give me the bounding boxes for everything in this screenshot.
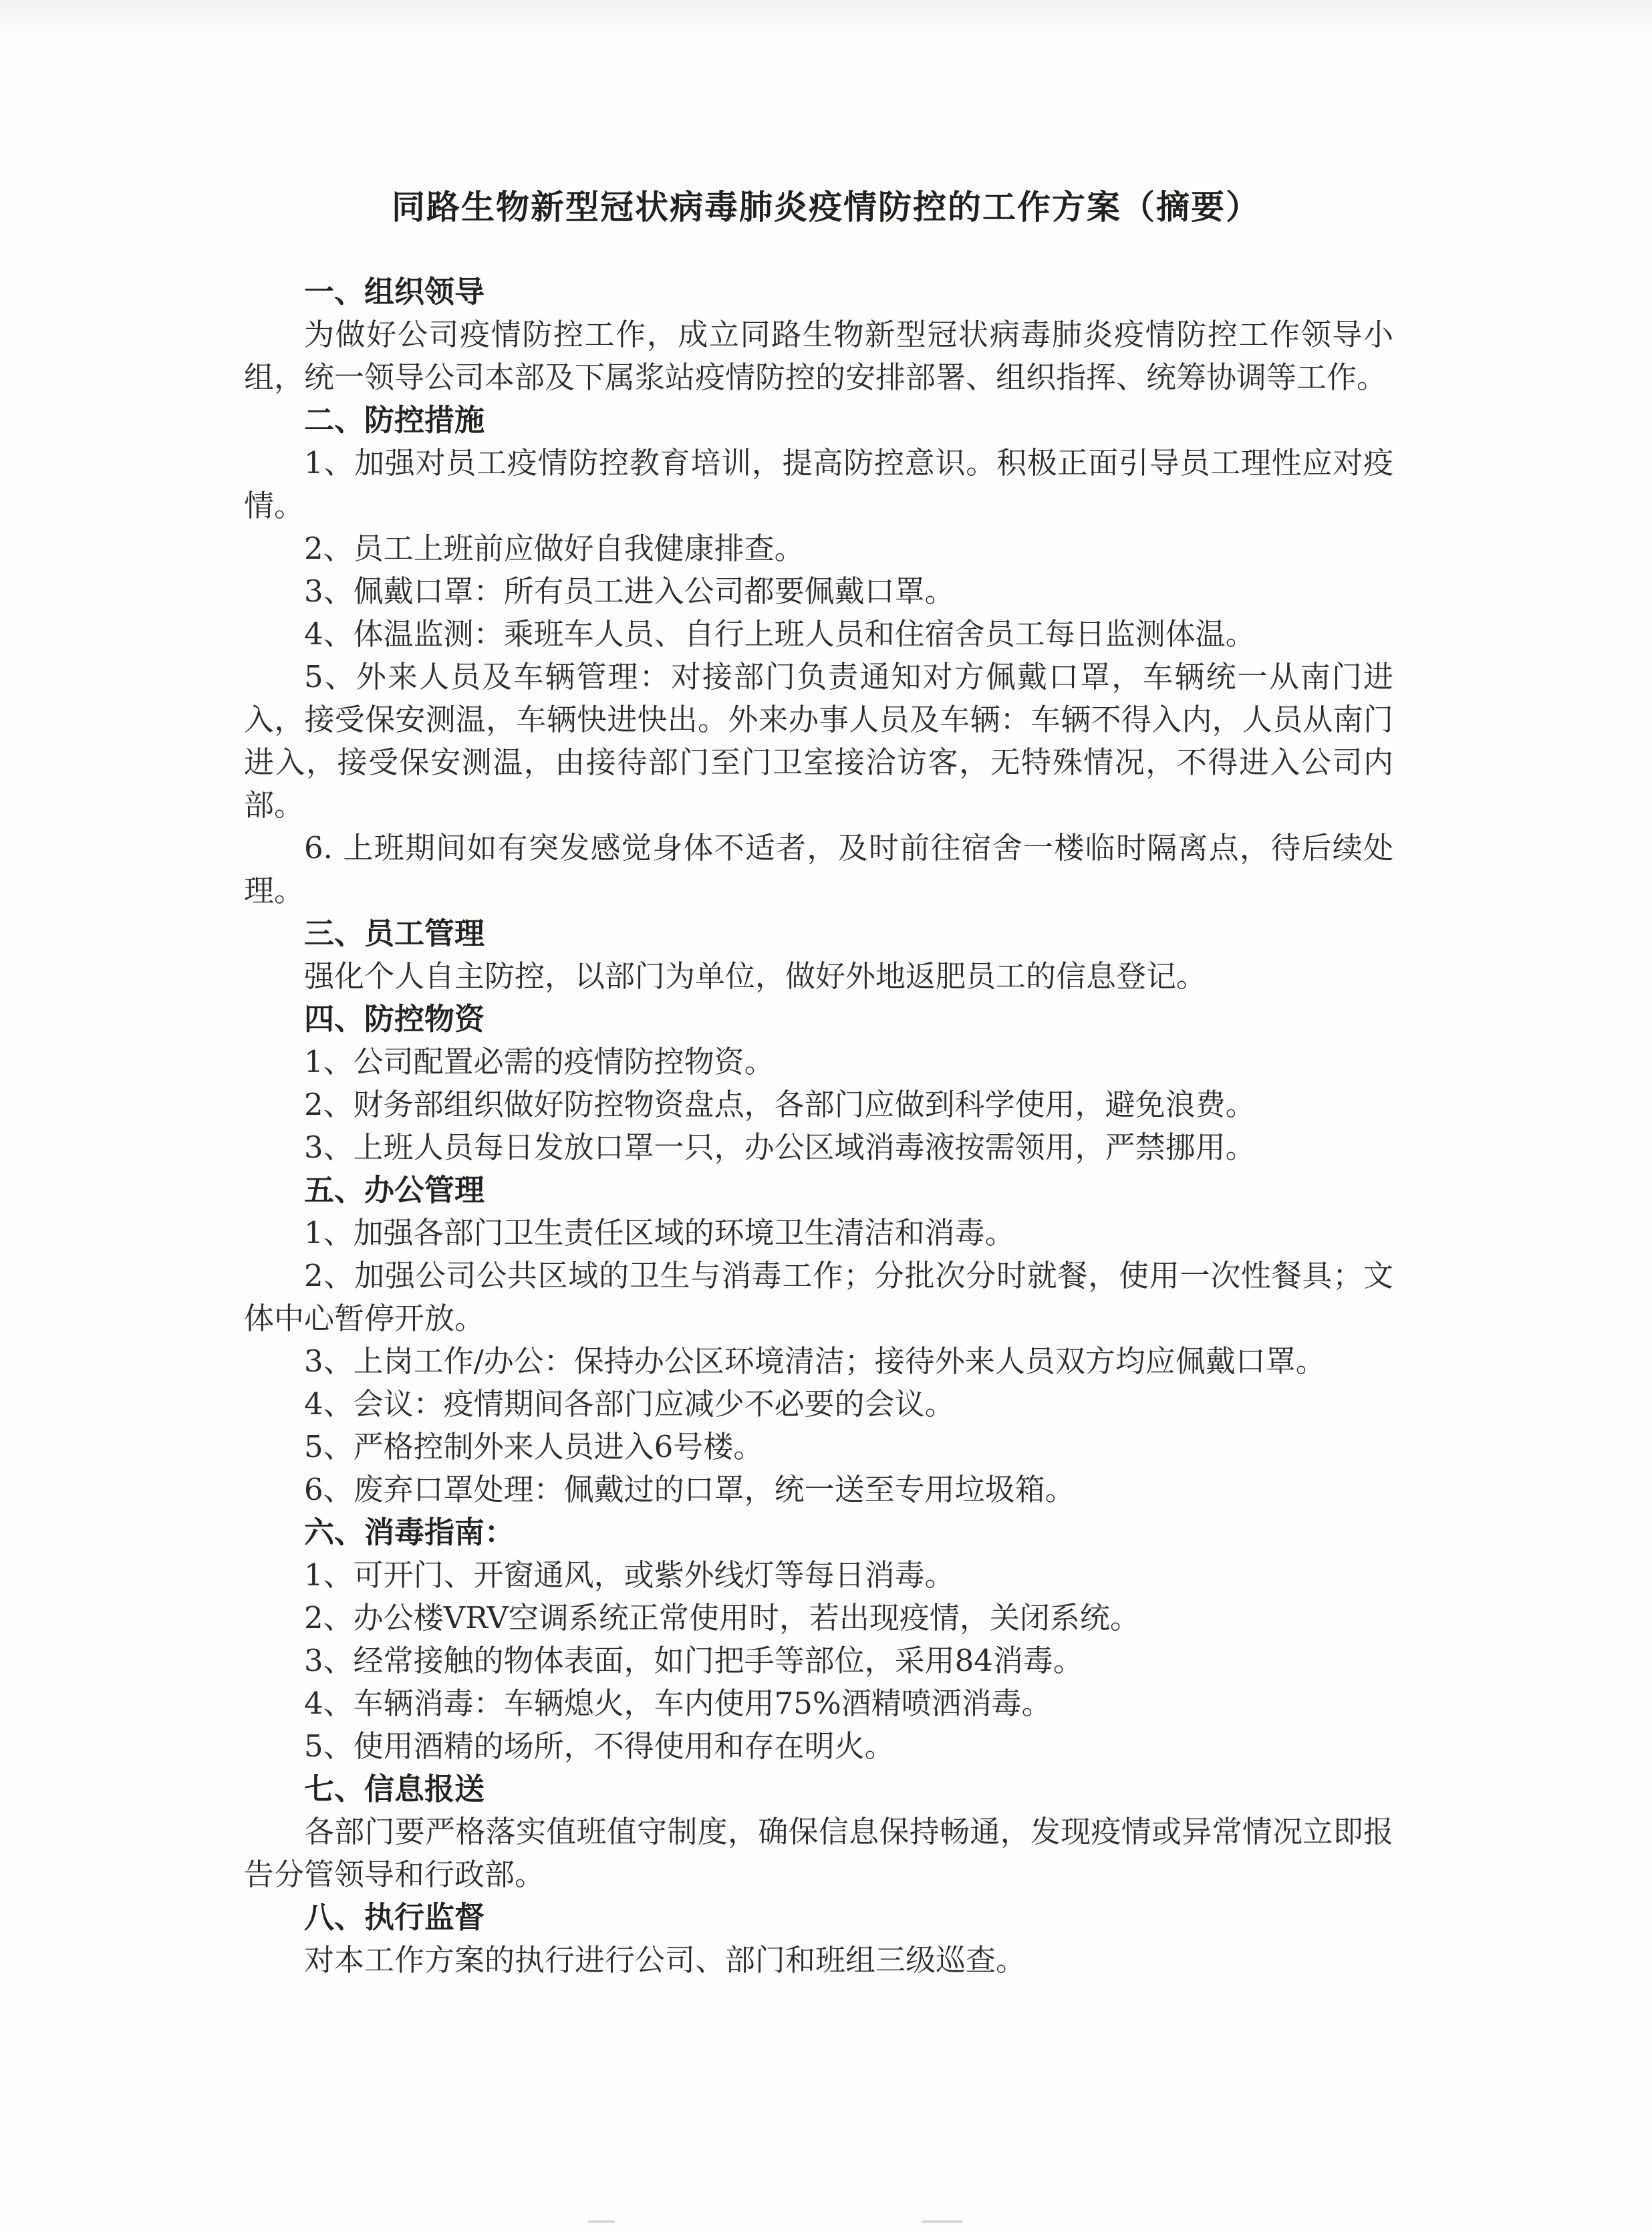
scan-mark xyxy=(922,2220,962,2223)
section-paragraph: 5、外来人员及车辆管理：对接部门负责通知对方佩戴口罩，车辆统一从南门进入，接受保安测温，车辆快进快出。外来办事人员及车辆：车辆不得入内，人员从南门进入，接受保安测温，由接待部门至门卫室接洽访客，无特殊情况，不得进入公司内部。 xyxy=(244,659,1393,823)
section-paragraph: 对本工作方案的执行进行公司、部门和班组三级巡查。 xyxy=(304,1942,1026,1978)
section-paragraph: 为做好公司疫情防控工作，成立同路生物新型冠状病毒肺炎疫情防控工作领导小组，统一领导公司本部及下属浆站疫情防控的安排部署、组织指挥、统筹协调等工作。 xyxy=(244,317,1393,395)
scan-bottom-marks xyxy=(588,2220,962,2224)
section-paragraph: 4、会议：疫情期间各部门应减少不必要的会议。 xyxy=(304,1386,955,1422)
section-paragraph: 2、加强公司公共区域的卫生与消毒工作；分批次分时就餐，使用一次性餐具；文体中心暂停开放。 xyxy=(244,1258,1393,1336)
section-paragraph: 1、可开门、开窗通风，或紫外线灯等每日消毒。 xyxy=(304,1557,955,1593)
section-paragraph: 3、上班人员每日发放口罩一只，办公区域消毒液按需领用，严禁挪用。 xyxy=(304,1130,1256,1165)
section-heading-staff: 三、员工管理 xyxy=(304,916,485,951)
section-paragraph: 3、上岗工作/办公：保持办公区环境清洁；接待外来人员双方均应佩戴口罩。 xyxy=(304,1343,1326,1379)
section-paragraph: 2、办公楼VRV空调系统正常使用时，若出现疫情，关闭系统。 xyxy=(304,1600,1140,1635)
section-heading-supplies: 四、防控物资 xyxy=(304,1001,485,1037)
section-paragraph: 6. 上班期间如有突发感觉身体不适者，及时前往宿舍一楼临时隔离点，待后续处理。 xyxy=(244,830,1393,908)
section-paragraph: 4、车辆消毒：车辆熄火，车内使用75%酒精喷洒消毒。 xyxy=(304,1686,1052,1721)
scan-mark xyxy=(588,2220,615,2223)
section-paragraph: 3、佩戴口罩：所有员工进入公司都要佩戴口罩。 xyxy=(304,573,955,609)
section-paragraph: 3、经常接触的物体表面，如门把手等部位，采用84消毒。 xyxy=(304,1643,1083,1678)
section-paragraph: 各部门要严格落实值班值守制度，确保信息保持畅通，发现疫情或异常情况立即报告分管领导和行政部。 xyxy=(244,1814,1393,1892)
section-paragraph: 强化个人自主防控，以部门为单位，做好外地返肥员工的信息登记。 xyxy=(304,958,1207,994)
section-heading-office: 五、办公管理 xyxy=(304,1172,485,1208)
section-paragraph: 1、加强对员工疫情防控教育培训，提高防控意识。积极正面引导员工理性应对疫情。 xyxy=(244,445,1393,523)
document-body xyxy=(244,271,1393,1982)
section-paragraph: 6、废弃口罩处理：佩戴过的口罩，统一送至专用垃圾箱。 xyxy=(304,1472,1075,1507)
section-paragraph: 5、使用酒精的场所，不得使用和存在明火。 xyxy=(304,1728,895,1764)
section-heading-organization: 一、组织领导 xyxy=(304,274,485,309)
section-paragraph: 2、财务部组织做好防控物资盘点，各部门应做到科学使用，避免浪费。 xyxy=(304,1087,1256,1122)
section-paragraph: 5、严格控制外来人员进入6号楼。 xyxy=(304,1429,764,1464)
section-heading-reporting: 七、信息报送 xyxy=(304,1771,485,1807)
document-title: 同路生物新型冠状病毒肺炎疫情防控的工作方案（摘要） xyxy=(392,187,1260,227)
section-heading-disinfection: 六、消毒指南： xyxy=(304,1515,515,1550)
section-paragraph: 4、体温监测：乘班车人员、自行上班人员和住宿舍员工每日监测体温。 xyxy=(304,616,1256,652)
scan-edge-shadow xyxy=(0,0,1652,40)
section-paragraph: 1、公司配置必需的疫情防控物资。 xyxy=(304,1044,775,1079)
section-paragraph: 1、加强各部门卫生责任区域的环境卫生清洁和消毒。 xyxy=(304,1215,1015,1251)
section-heading-measures: 二、防控措施 xyxy=(304,402,485,438)
section-paragraph: 2、员工上班前应做好自我健康排查。 xyxy=(304,531,805,566)
section-heading-supervision: 八、执行监督 xyxy=(304,1899,485,1935)
